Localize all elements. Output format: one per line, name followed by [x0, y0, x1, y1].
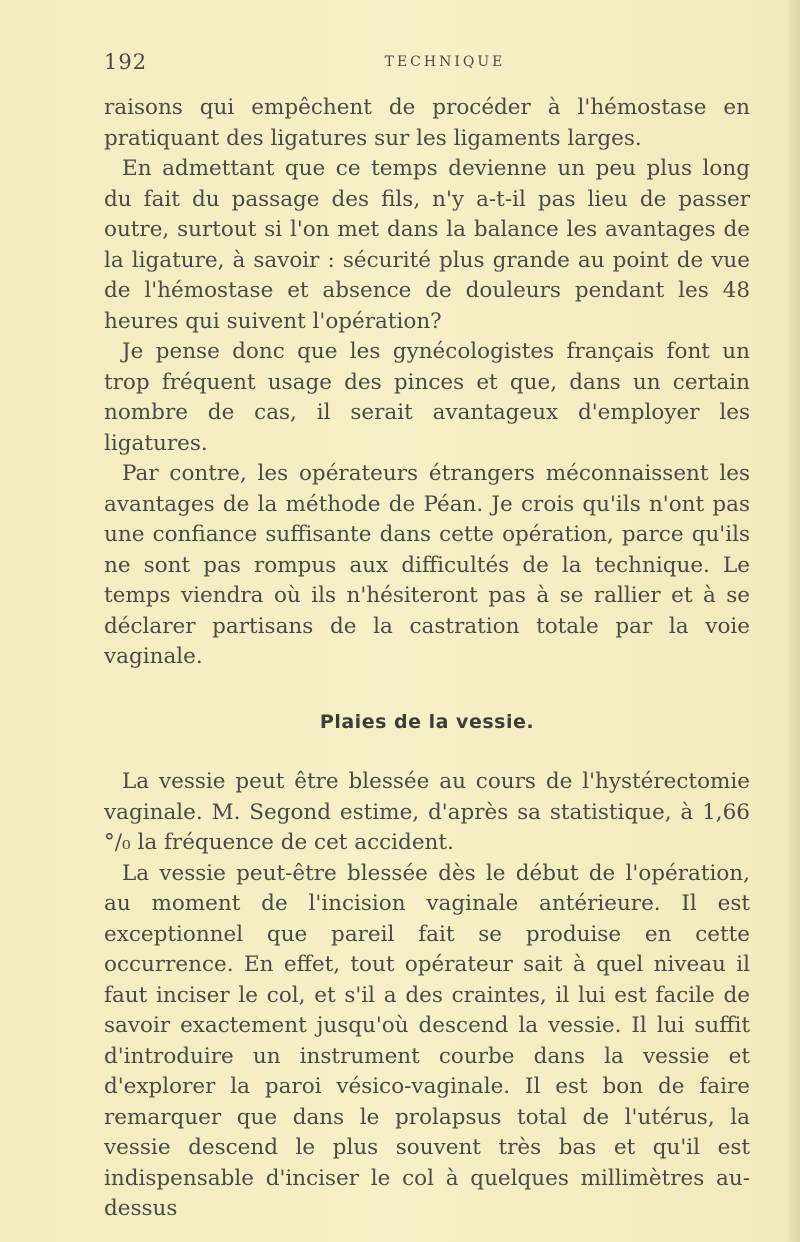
body-text [104, 93, 750, 1225]
section-heading: Plaies de la vessie. [319, 710, 535, 733]
paragraph: Je pense donc que les gynécologistes français font un trop fréquent usage des pinces et que, dans un certain nombre de cas, il serait avantageux d'employer les ligatures. [104, 339, 750, 456]
paragraph: La vessie peut être blessée au cours de l'hystérectomie vaginale. M. Segond estime, d'après sa statistique, à 1,66 °/₀ la fréquence de cet accident. [104, 769, 750, 855]
paragraph: raisons qui empêchent de procéder à l'hémostase en pratiquant des ligatures sur les ligaments larges. [104, 95, 750, 151]
page-number: 192 [104, 50, 148, 74]
paragraph: Par contre, les opérateurs étrangers méconnaissent les avantages de la méthode de Péan. Je crois qu'ils n'ont pas une confiance suffisante dans cette opération, parce qu'ils ne sont pas rompus aux difficultés de la technique. Le temps viendra où ils n'hésiteront pas à se rallier et à se déclarer partisans de la castration totale par la voie vaginale. [104, 461, 750, 669]
paragraph: En admettant que ce temps devienne un peu plus long du fait du passage des fils, n'y a-t-il pas lieu de passer outre, surtout si l'on met dans la balance les avantages de la ligature, à savoir : sécurité plus grande au point de vue de l'hémostase et absence de douleurs pendant les 48 heures qui suivent l'opération? [104, 156, 750, 334]
page-edge-shadow [786, 0, 800, 1242]
page-header [0, 50, 800, 80]
running-title: TECHNIQUE [384, 54, 506, 70]
paragraph: La vessie peut-être blessée dès le début de l'opération, au moment de l'incision vaginale antérieure. Il est exceptionnel que pareil fait se produise en cette occurrence. En effet, tout opérateur sait à quel niveau il faut inciser le col, et s'il a des craintes, il lui est facile de savoir exactement jusqu'où descend la vessie. Il lui suffit d'introduire un instrument courbe dans la vessie et d'explorer la paroi vésico-vaginale. Il est bon de faire remarquer que dans le prolapsus total de l'utérus, la vessie descend le plus souvent très bas et qu'il est indispensable d'inciser le col à quelques millimètres au-dessus [104, 860, 750, 1221]
